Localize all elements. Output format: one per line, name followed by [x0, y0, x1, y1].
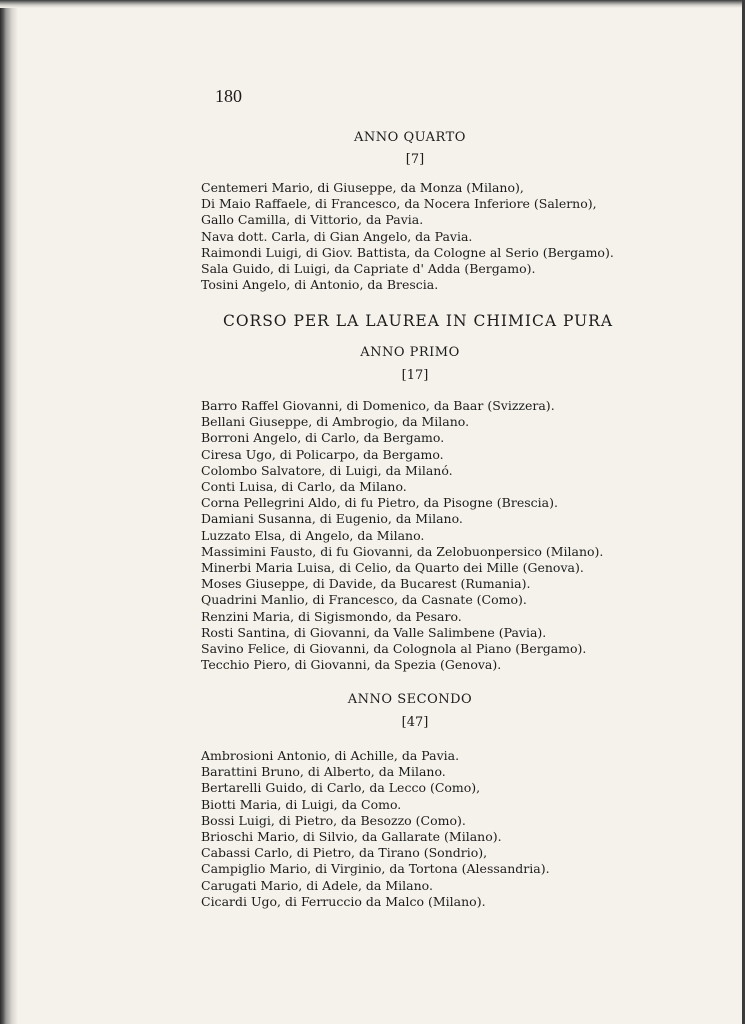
list-item: Campiglio Mario, di Virginio, da Tortona (Alessandria).: [201, 861, 550, 877]
course-title: CORSO PER LA LAUREA IN CHIMICA PURA: [222, 312, 614, 330]
list-item: Luzzato Elsa, di Angelo, da Milano.: [201, 527, 425, 543]
list-item: Gallo Camilla, di Vittorio, da Pavia.: [201, 212, 424, 228]
list-item: Bertarelli Guido, di Carlo, da Lecco (Como),: [201, 780, 481, 796]
list-item: Damiani Susanna, di Eugenio, da Milano.: [201, 511, 463, 527]
student-list-anno-quarto: [201, 180, 614, 293]
list-item: Rosti Santina, di Giovanni, da Valle Salimbene (Pavia).: [201, 624, 547, 640]
list-item: Ambrosioni Antonio, di Achille, da Pavia.: [201, 748, 460, 763]
student-count-anno-quarto: [7]: [405, 152, 425, 167]
list-item: Bossi Luigi, di Pietro, da Besozzo (Como).: [201, 812, 466, 828]
student-count-anno-secondo: [47]: [401, 715, 429, 730]
list-item: Moses Giuseppe, di Davide, da Bucarest (Rumania).: [201, 576, 531, 592]
list-item: Sala Guido, di Luigi, da Capriate d' Adda (Bergamo).: [201, 261, 536, 277]
list-item: Di Maio Raffaele, di Francesco, da Nocera Inferiore (Salerno),: [201, 196, 597, 212]
list-item: Barattini Bruno, di Alberto, da Milano.: [201, 764, 446, 780]
list-item: Tosini Angelo, di Antonio, da Brescia.: [201, 277, 439, 293]
list-item: Massimini Fausto, di fu Giovanni, da Zelobuonpersico (Milano).: [201, 543, 604, 559]
list-item: Colombo Salvatore, di Luigi, da Milanó.: [201, 462, 453, 478]
student-count-anno-primo: [17]: [401, 368, 429, 383]
list-item: Biotti Maria, di Luigi, da Como.: [201, 796, 402, 812]
list-item: Tecchio Piero, di Giovanni, da Spezia (Genova).: [201, 657, 502, 673]
section-heading-anno-primo: ANNO PRIMO: [360, 345, 460, 360]
page-top-edge: [0, 0, 745, 8]
list-item: Cabassi Carlo, di Pietro, da Tirano (Sondrio),: [201, 845, 488, 861]
list-item: Savino Felice, di Giovanni, da Colognola al Piano (Bergamo).: [201, 641, 587, 657]
list-item: Renzini Maria, di Sigismondo, da Pesaro.: [201, 608, 462, 624]
list-item: Raimondi Luigi, di Giov. Battista, da Cologne al Serio (Bergamo).: [201, 244, 614, 260]
list-item: Barro Raffel Giovanni, di Domenico, da Baar (Svizzera).: [201, 398, 555, 413]
page-number: 180: [215, 86, 242, 106]
list-item: Ciresa Ugo, di Policarpo, da Bergamo.: [201, 446, 444, 462]
list-item: Nava dott. Carla, di Gian Angelo, da Pavia.: [201, 228, 473, 244]
list-item: Cicardi Ugo, di Ferruccio da Malco (Milano).: [201, 893, 486, 909]
student-list-anno-primo: [201, 398, 603, 673]
student-list-anno-secondo: [201, 748, 550, 910]
section-heading-anno-quarto: ANNO QUARTO: [354, 130, 466, 145]
list-item: Brioschi Mario, di Silvio, da Gallarate (Milano).: [201, 829, 502, 845]
section-heading-anno-secondo: ANNO SECONDO: [347, 692, 473, 707]
list-item: Borroni Angelo, di Carlo, da Bergamo.: [201, 430, 445, 446]
list-item: Quadrini Manlio, di Francesco, da Casnate (Como).: [201, 592, 527, 608]
list-item: Bellani Giuseppe, di Ambrogio, da Milano.: [201, 414, 470, 430]
list-item: Minerbi Maria Luisa, di Celio, da Quarto dei Mille (Genova).: [201, 560, 584, 576]
list-item: Corna Pellegrini Aldo, di fu Pietro, da Pisogne (Brescia).: [201, 495, 558, 511]
list-item: Carugati Mario, di Adele, da Milano.: [201, 877, 433, 893]
list-item: Conti Luisa, di Carlo, da Milano.: [201, 479, 407, 495]
list-item: Centemeri Mario, di Giuseppe, da Monza (Milano),: [201, 180, 524, 195]
